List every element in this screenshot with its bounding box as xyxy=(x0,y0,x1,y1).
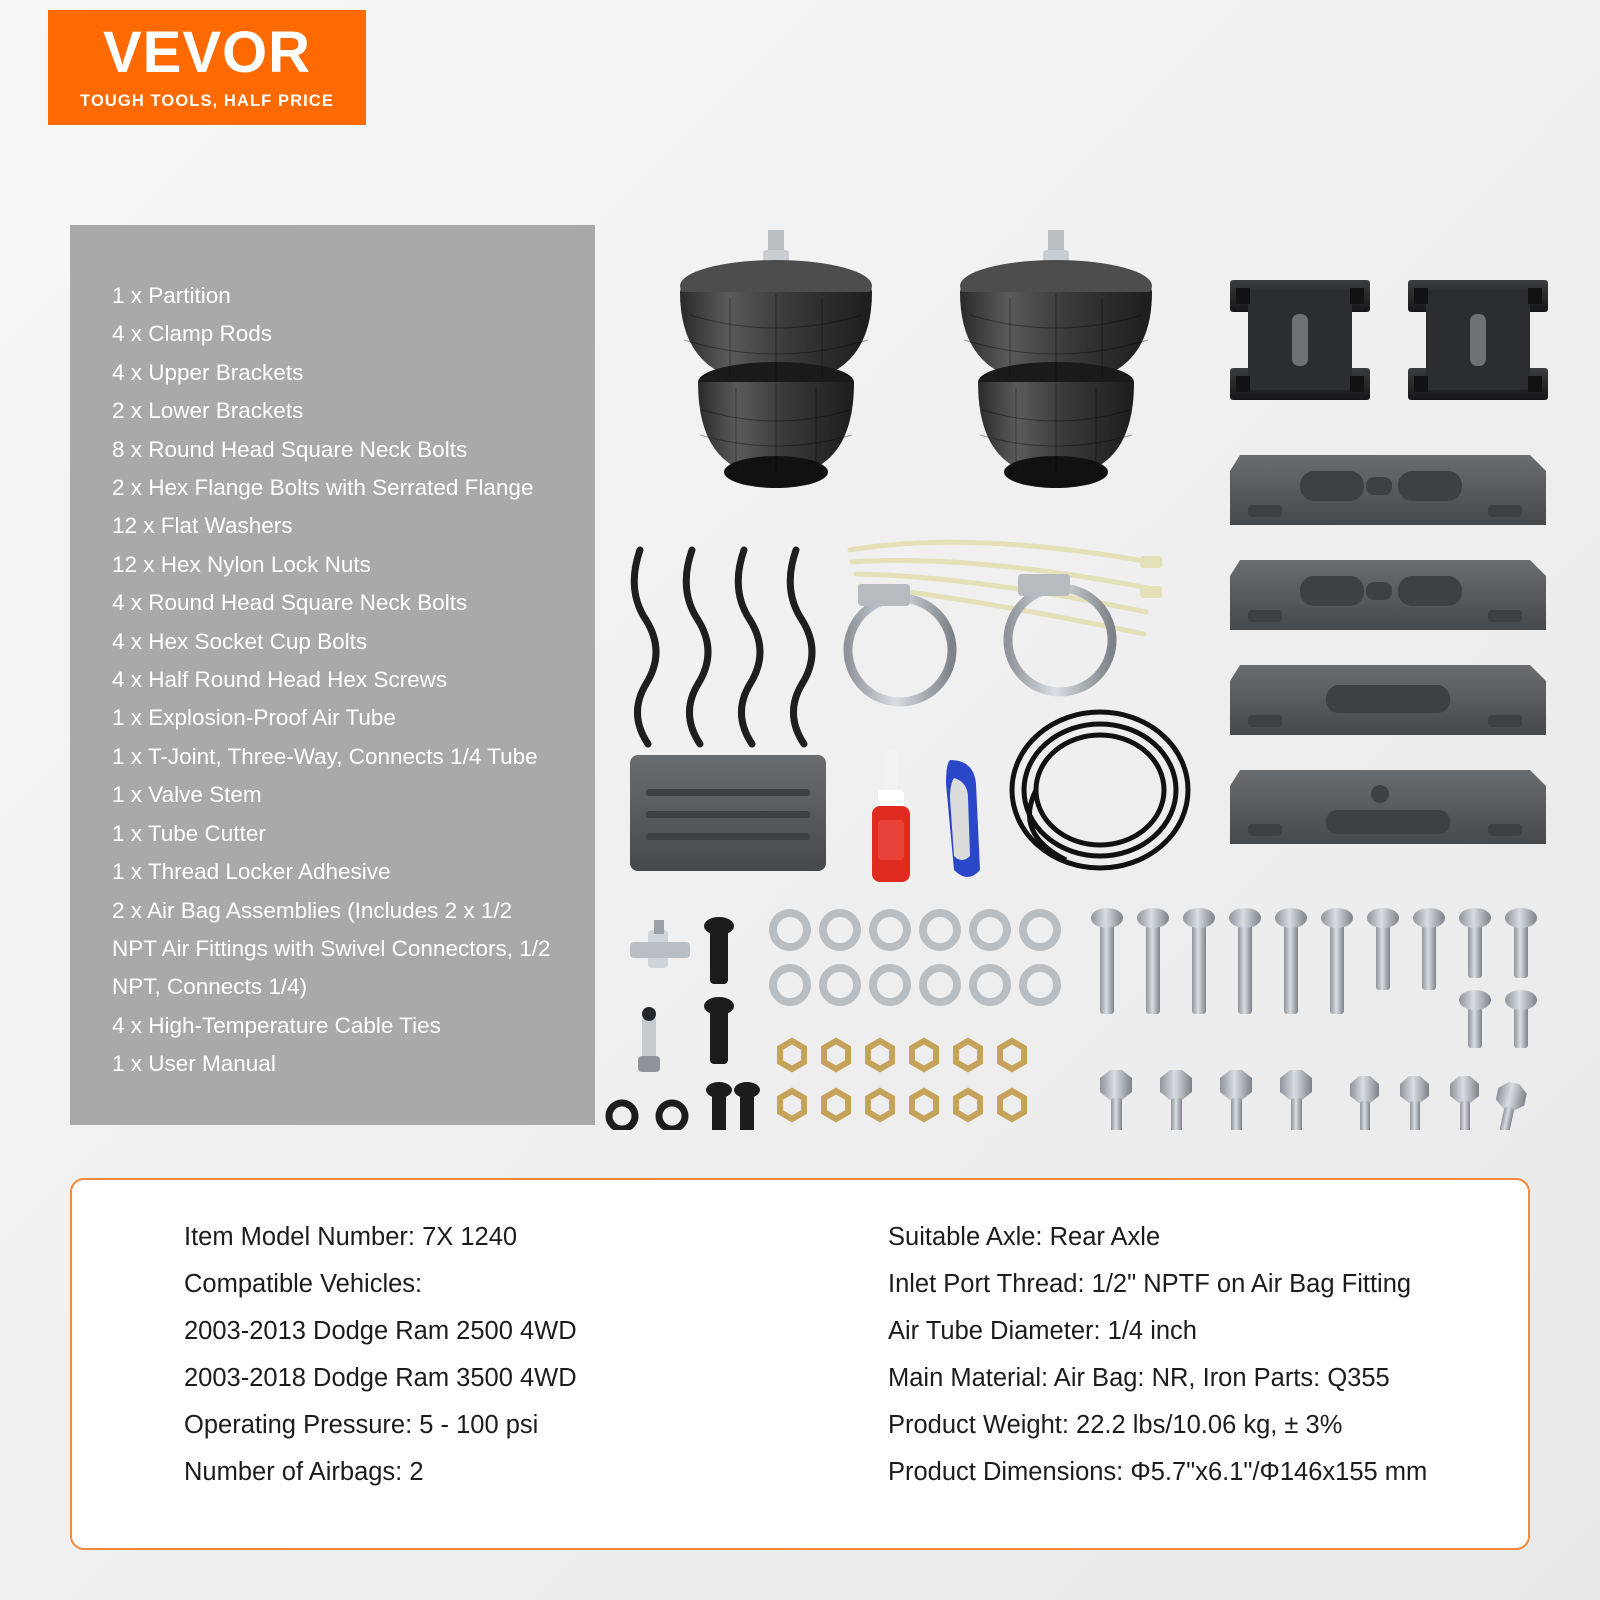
tube-cutter xyxy=(946,760,980,877)
spec-item: 2003-2018 Dodge Ram 3500 4WD xyxy=(184,1364,577,1392)
list-item: 4 x Round Head Square Neck Bolts xyxy=(112,590,468,616)
list-item: 1 x T-Joint, Three-Way, Connects 1/4 Tube xyxy=(112,743,538,769)
package-contents-panel xyxy=(70,225,595,1125)
air-bag-assembly xyxy=(680,230,1152,488)
list-item: 4 x Upper Brackets xyxy=(112,359,304,385)
air-tube-coil xyxy=(1012,712,1188,868)
spec-column-left xyxy=(72,1214,800,1548)
fittings-group xyxy=(630,920,690,1072)
spec-item: Compatible Vehicles: xyxy=(184,1270,423,1298)
list-item: 4 x High-Temperature Cable Ties xyxy=(112,1012,441,1038)
spec-item: Operating Pressure: 5 - 100 psi xyxy=(184,1411,539,1439)
list-item: 4 x Clamp Rods xyxy=(112,321,273,347)
list-item: 1 x Thread Locker Adhesive xyxy=(112,859,391,885)
round-head-square-neck-bolts xyxy=(1091,908,1537,1048)
brand-name: VEVOR xyxy=(102,20,312,85)
list-item: 12 x Flat Washers xyxy=(112,513,293,539)
list-item: 1 x Valve Stem xyxy=(112,782,262,808)
spec-column-right xyxy=(800,1214,1528,1548)
list-item: 2 x Hex Flange Bolts with Serrated Flange xyxy=(112,475,534,501)
flat-washers xyxy=(773,913,1057,1002)
list-item: 8 x Round Head Square Neck Bolts xyxy=(112,436,468,462)
spec-item: Inlet Port Thread: 1/2" NPTF on Air Bag Fitting xyxy=(888,1270,1412,1298)
list-item: 1 x Explosion-Proof Air Tube xyxy=(112,705,396,731)
partition-plate xyxy=(630,755,826,871)
upper-bracket-plates xyxy=(1230,455,1546,844)
spec-item: Main Material: Air Bag: NR, Iron Parts: Q355 xyxy=(888,1364,1390,1392)
spec-item: Number of Airbags: 2 xyxy=(184,1458,424,1486)
brand-tagline: TOUGH TOOLS, HALF PRICE xyxy=(80,92,334,110)
spec-item: Suitable Axle: Rear Axle xyxy=(888,1223,1161,1251)
brand-logo xyxy=(48,10,366,125)
parts-photo xyxy=(600,200,1560,1130)
spec-item: 2003-2013 Dodge Ram 2500 4WD xyxy=(184,1317,577,1345)
list-item: 2 x Air Bag Assemblies (Includes 2 x 1/2 NPT Air Fittings with Swivel Connectors, 1/2 NPT, Connects 1/4) xyxy=(112,897,557,1000)
list-item: 1 x User Manual xyxy=(112,1051,276,1077)
spec-item: Product Weight: 22.2 lbs/10.06 kg, ± 3% xyxy=(888,1411,1343,1439)
clamp-rods xyxy=(634,550,812,744)
list-item: 12 x Hex Nylon Lock Nuts xyxy=(112,551,371,577)
list-item: 1 x Partition xyxy=(112,283,231,308)
spec-item: Item Model Number: 7X 1240 xyxy=(184,1223,518,1251)
spec-item: Product Dimensions: Φ5.7"x6.1"/Φ146x155 mm xyxy=(888,1458,1428,1486)
rubber-washers xyxy=(609,1103,685,1129)
specifications-panel xyxy=(70,1178,1530,1550)
list-item: 1 x Tube Cutter xyxy=(112,820,266,846)
hex-nylon-lock-nuts xyxy=(780,1041,1024,1119)
list-item: 4 x Hex Socket Cup Bolts xyxy=(112,628,368,654)
list-item: 4 x Half Round Head Hex Screws xyxy=(112,667,448,693)
list-item: 2 x Lower Brackets xyxy=(112,398,304,424)
hex-socket-cup-bolts xyxy=(704,917,760,1130)
package-contents-list xyxy=(112,277,555,1084)
thread-locker-adhesive xyxy=(872,750,910,882)
spec-item: Air Tube Diameter: 1/4 inch xyxy=(888,1317,1197,1345)
lower-bracket xyxy=(1230,280,1548,400)
hex-flange-bolts xyxy=(1100,1070,1528,1130)
